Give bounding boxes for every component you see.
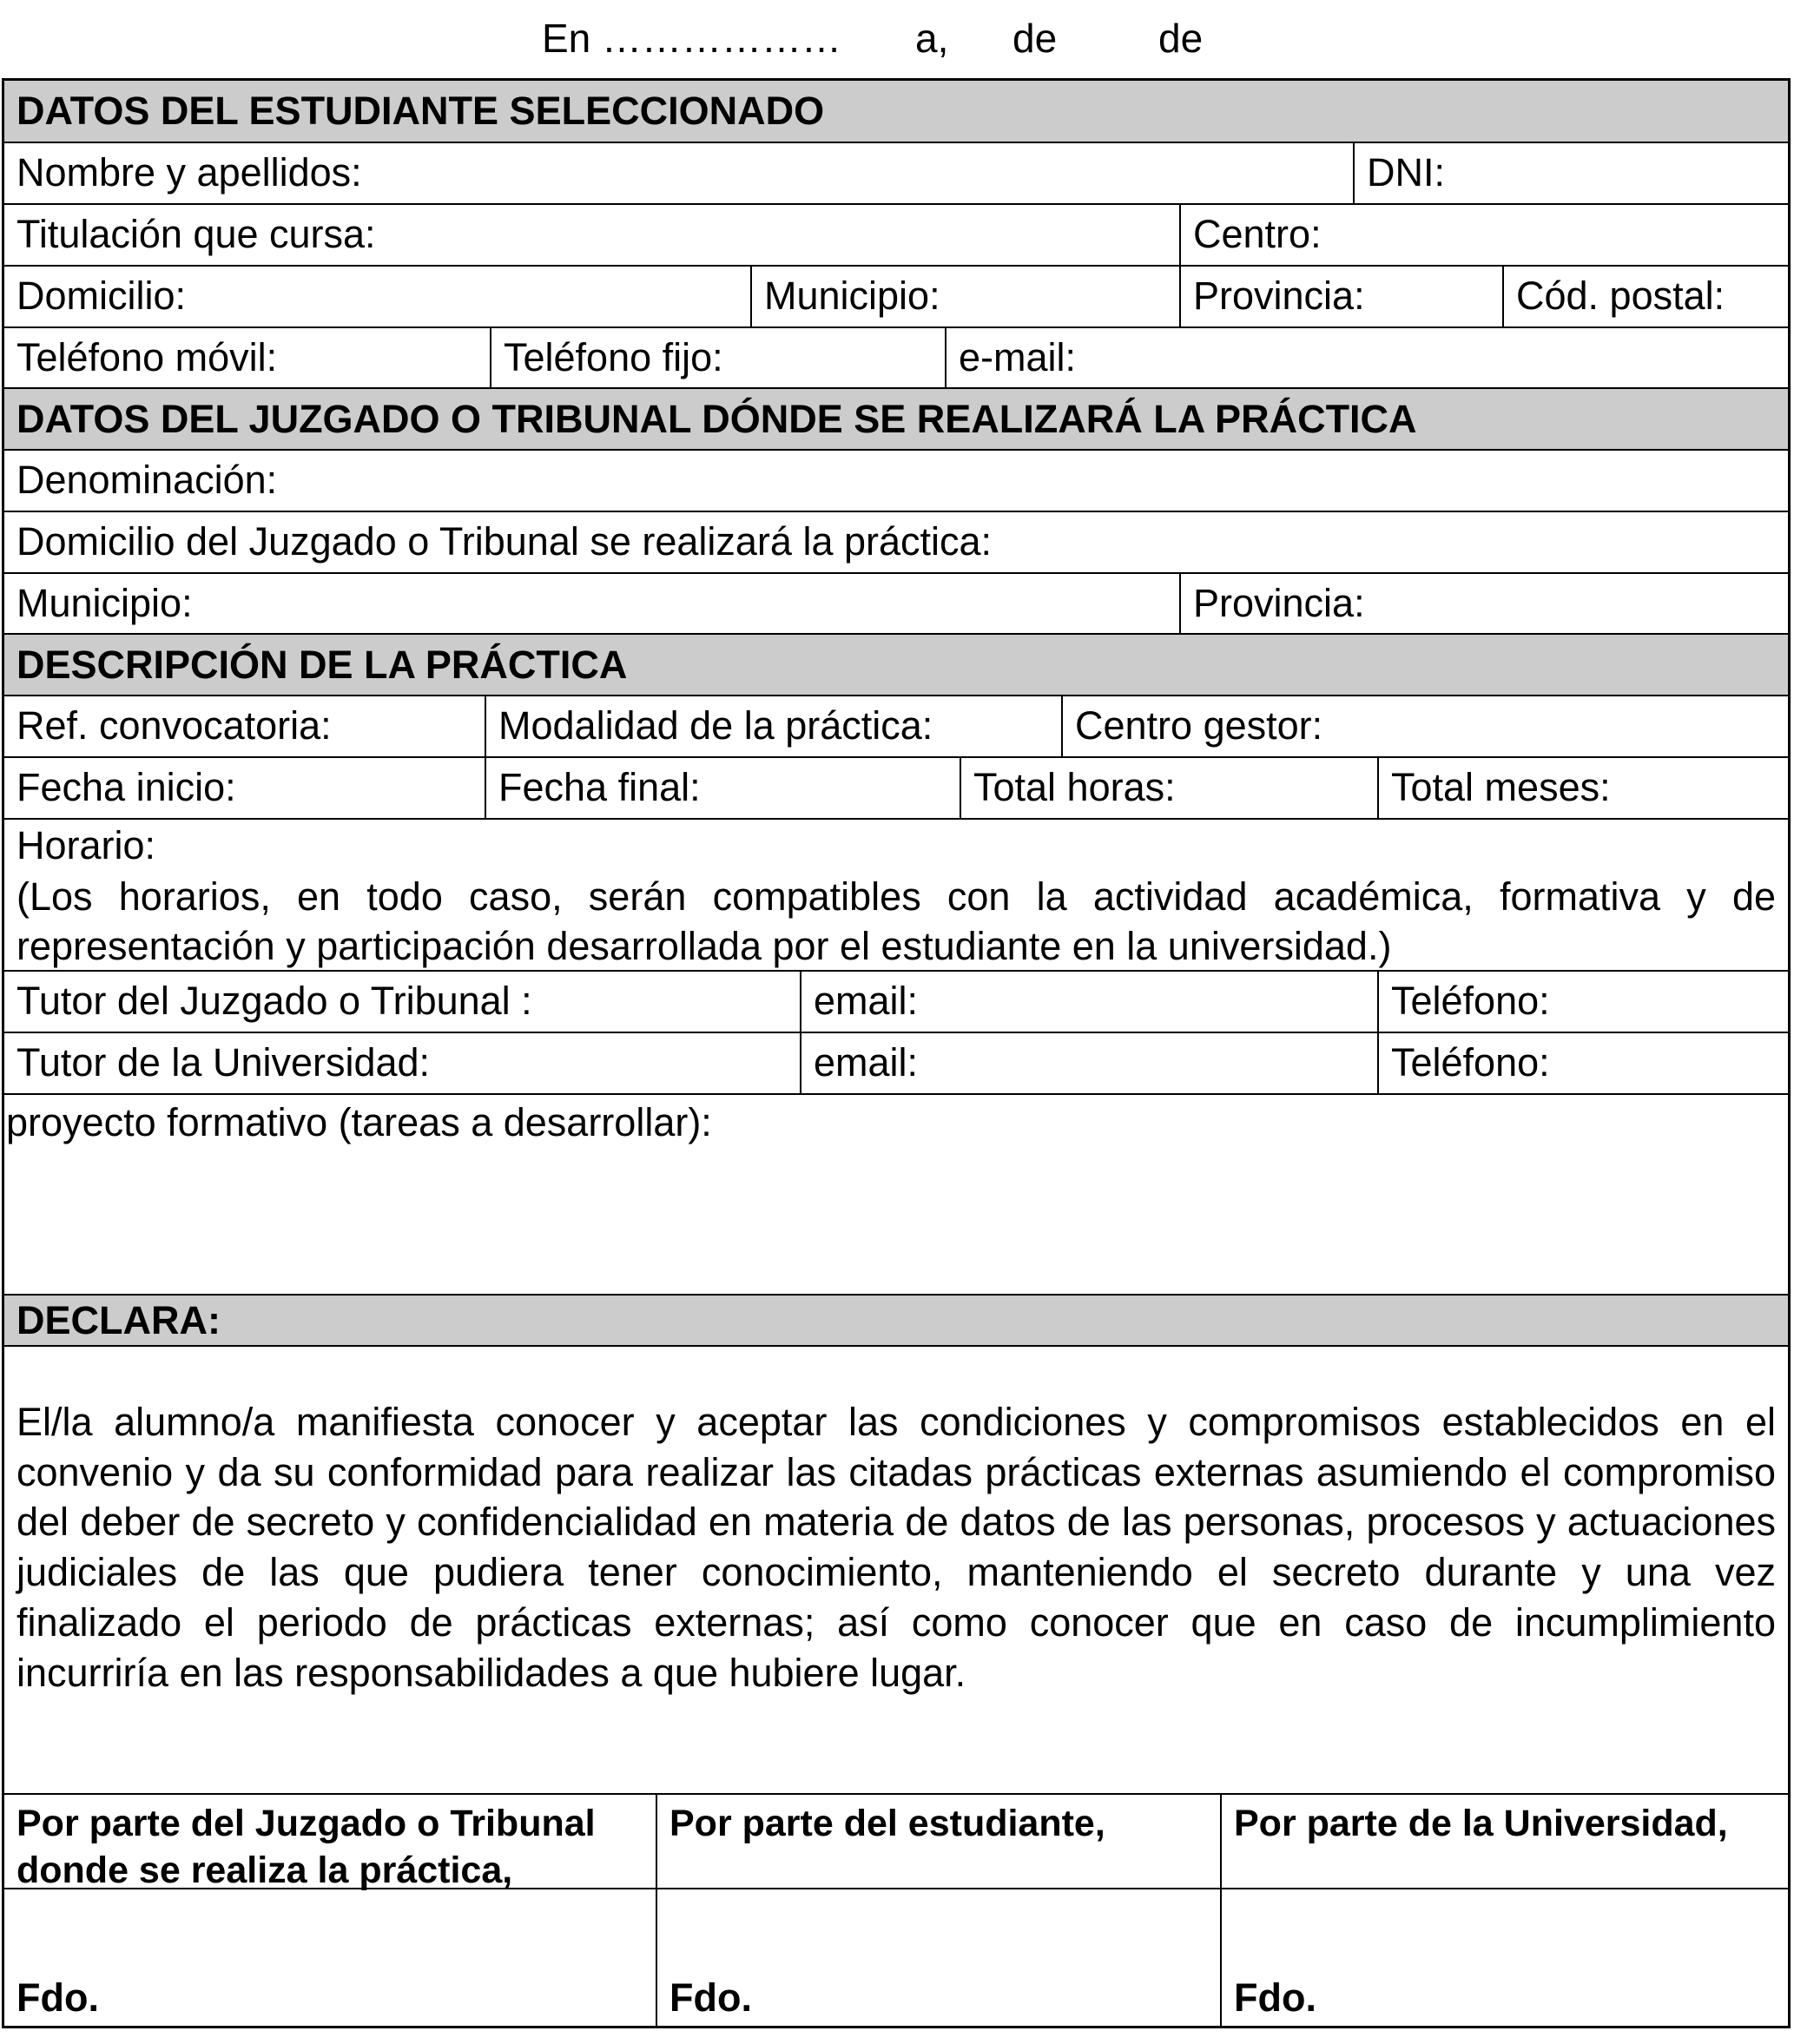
- tutor-universidad-email-field[interactable]: email:: [800, 1033, 1377, 1093]
- titulacion-field[interactable]: Titulación que cursa:: [16, 212, 376, 256]
- row-declara-text: [4, 1347, 1788, 1795]
- court-domicilio-field[interactable]: Domicilio del Juzgado o Tribunal se realizará la práctica:: [16, 519, 993, 564]
- ref-convocatoria-field[interactable]: Ref. convocatoria:: [16, 703, 332, 748]
- horario-label: Horario:: [16, 823, 156, 867]
- row-domicilio: [4, 267, 1788, 328]
- fecha-final-field[interactable]: Fecha final:: [485, 758, 960, 818]
- municipio-field[interactable]: Municipio:: [750, 267, 1179, 326]
- court-section-header: [4, 389, 1788, 451]
- cod-postal-field[interactable]: Cód. postal:: [1502, 267, 1788, 326]
- denominacion-field[interactable]: Denominación:: [16, 458, 278, 502]
- fijo-field[interactable]: Teléfono fijo:: [490, 328, 945, 387]
- centro-gestor-field[interactable]: Centro gestor:: [1061, 696, 1788, 756]
- student-section-header: [4, 81, 1788, 143]
- fdo-juzgado: Fdo.: [16, 1975, 99, 2020]
- fdo-estudiante: Fdo.: [669, 1975, 752, 2020]
- movil-field[interactable]: Teléfono móvil:: [16, 335, 278, 379]
- day-field[interactable]: a,: [915, 16, 949, 61]
- centro-field[interactable]: Centro:: [1179, 205, 1788, 265]
- signature-universidad-label: Por parte de la Universidad,: [1220, 1795, 1788, 1888]
- tutor-juzgado-field[interactable]: Tutor del Juzgado o Tribunal :: [16, 979, 532, 1023]
- tutor-universidad-telefono-field[interactable]: Teléfono:: [1377, 1033, 1788, 1093]
- row-court-municipio: [4, 574, 1788, 635]
- form-table: [2, 78, 1791, 2028]
- row-tutor-universidad: [4, 1033, 1788, 1095]
- row-signature-headers: [4, 1795, 1788, 1889]
- declara-section-header: [4, 1296, 1788, 1347]
- practice-section-title: DESCRIPCIÓN DE LA PRÁCTICA: [16, 643, 628, 687]
- horario-note: (Los horarios, en todo caso, serán compatibles con la actividad académica, formativa y de representación y participación desarrollada por el estudiante en la universidad.): [16, 874, 1776, 968]
- total-meses-field[interactable]: Total meses:: [1377, 758, 1788, 818]
- row-fechas: [4, 758, 1788, 820]
- fecha-inicio-field[interactable]: Fecha inicio:: [16, 765, 236, 809]
- domicilio-field[interactable]: Domicilio:: [16, 274, 187, 318]
- signature-universidad-box[interactable]: [1220, 1889, 1788, 2026]
- month-field[interactable]: de: [1012, 16, 1058, 61]
- signature-juzgado-label: Por parte del Juzgado o Tribunal donde se realiza la práctica,: [16, 1803, 596, 1891]
- student-section-title: DATOS DEL ESTUDIANTE SELECCIONADO: [16, 89, 825, 133]
- row-denominacion: [4, 451, 1788, 512]
- practice-section-header: [4, 635, 1788, 696]
- court-municipio-field[interactable]: Municipio:: [16, 581, 193, 625]
- tutor-juzgado-telefono-field[interactable]: Teléfono:: [1377, 972, 1788, 1032]
- row-court-domicilio: [4, 512, 1788, 574]
- row-convocatoria: [4, 696, 1788, 758]
- fdo-universidad: Fdo.: [1234, 1975, 1316, 2020]
- row-nombre: [4, 143, 1788, 205]
- horario-field[interactable]: [4, 820, 1788, 970]
- signature-estudiante-box[interactable]: [656, 1889, 1220, 2026]
- nombre-field[interactable]: Nombre y apellidos:: [16, 150, 362, 195]
- modalidad-field[interactable]: Modalidad de la práctica:: [485, 696, 1061, 756]
- signature-estudiante-label: Por parte del estudiante,: [656, 1795, 1220, 1888]
- row-titulacion: [4, 205, 1788, 267]
- declara-title: DECLARA:: [16, 1298, 221, 1342]
- row-horario: [4, 820, 1788, 972]
- signature-juzgado-box[interactable]: [4, 1889, 656, 2026]
- row-proyecto: [4, 1095, 1788, 1296]
- declara-text: El/la alumno/a manifiesta conocer y aceptar las condiciones y compromisos establecidos en el convenio y da su conformidad para realizar las citadas prácticas externas asumiendo el compromiso del deber de secreto y confidencialidad en materia de datos de las personas, procesos y actuaciones judiciales de las que pudiera tener conocimiento, manteniendo el secreto durante y una vez finalizado el periodo de prácticas externas; así como conocer que en caso de incumplimiento incurriría en las responsabilidades a que hubiere lugar.: [16, 1400, 1776, 1695]
- row-tutor-juzgado: [4, 972, 1788, 1033]
- place-field[interactable]: En ………………: [542, 16, 842, 61]
- dni-field[interactable]: DNI:: [1353, 143, 1788, 203]
- row-telefonos: [4, 328, 1788, 389]
- tutor-universidad-field[interactable]: Tutor de la Universidad:: [16, 1040, 431, 1085]
- row-signatures: [4, 1889, 1788, 2026]
- court-section-title: DATOS DEL JUZGADO O TRIBUNAL DÓNDE SE REALIZARÁ LA PRÁCTICA: [16, 397, 1417, 441]
- year-field[interactable]: de: [1158, 16, 1204, 61]
- email-field[interactable]: e-mail:: [945, 328, 1788, 387]
- tutor-juzgado-email-field[interactable]: email:: [800, 972, 1377, 1032]
- place-date-line: [0, 0, 1794, 76]
- proyecto-formativo-field[interactable]: proyecto formativo (tareas a desarrollar):: [6, 1100, 712, 1144]
- court-provincia-field[interactable]: Provincia:: [1179, 574, 1788, 633]
- provincia-field[interactable]: Provincia:: [1179, 267, 1502, 326]
- total-horas-field[interactable]: Total horas:: [960, 758, 1377, 818]
